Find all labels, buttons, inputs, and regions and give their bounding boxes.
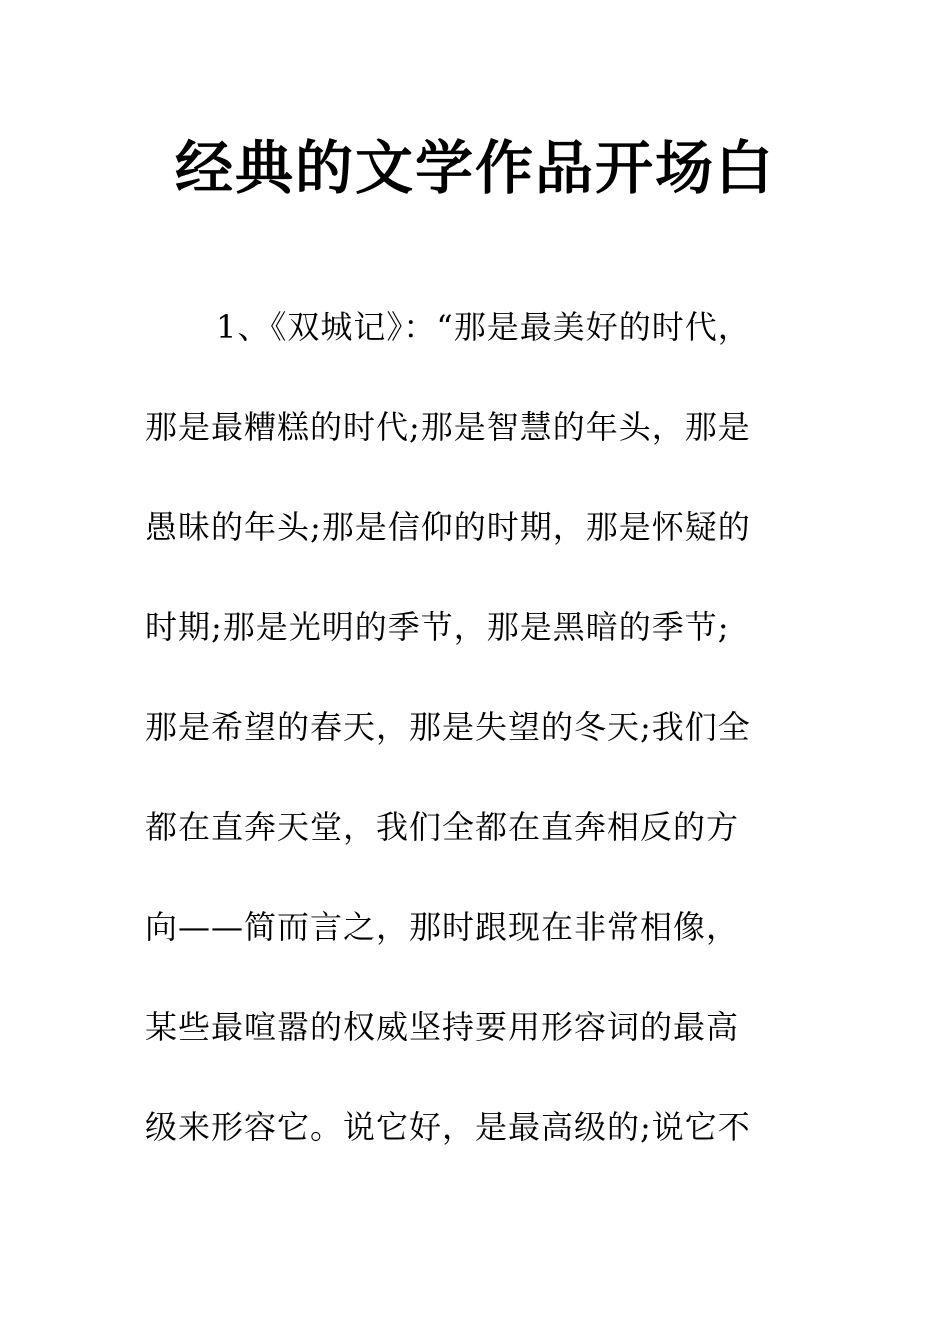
body-line-1: 1、《双城记》：“那是最美好的时代， xyxy=(216,308,751,346)
body-line-3: 愚昧的年头;那是信仰的时期，那是怀疑的 xyxy=(145,508,751,546)
body-line-9: 级来形容它。说它好，是最高级的;说它不 xyxy=(145,1108,751,1146)
body-line-2: 那是最糟糕的时代;那是智慧的年头，那是 xyxy=(145,408,751,446)
document-title: 经典的文学作品开场白 xyxy=(174,134,775,202)
body-line-8: 某些最喧嚣的权威坚持要用形容词的最高 xyxy=(145,1008,740,1046)
body-line-4: 时期;那是光明的季节，那是黑暗的季节; xyxy=(145,608,730,646)
body-line-7: 向——简而言之，那时跟现在非常相像， xyxy=(145,908,740,946)
body-line-6: 都在直奔天堂，我们全都在直奔相反的方 xyxy=(145,808,740,846)
body-line-5: 那是希望的春天，那是失望的冬天;我们全 xyxy=(145,708,751,746)
